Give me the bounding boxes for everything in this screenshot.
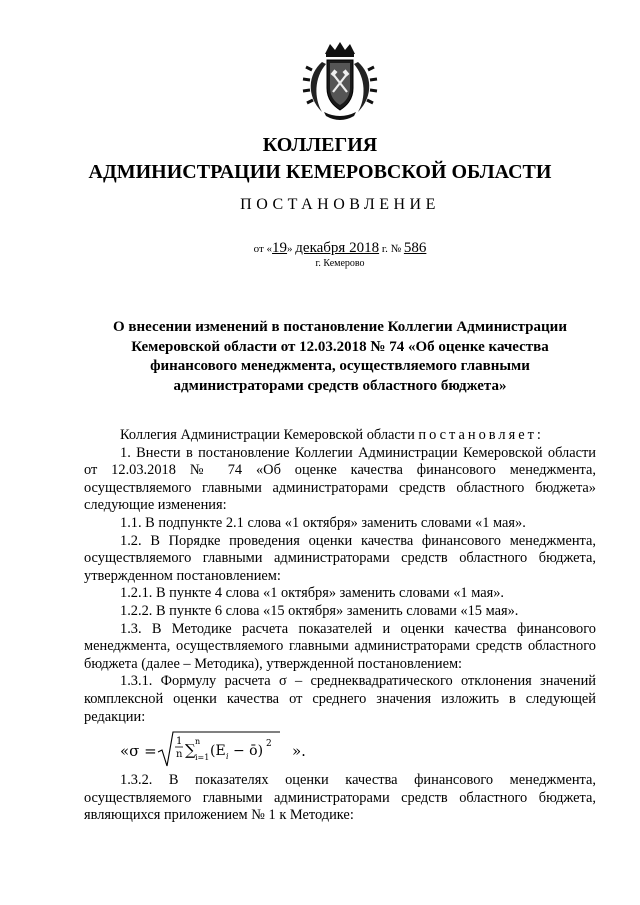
number-prefix: № [390,243,402,255]
date-number-line [0,240,640,257]
svg-text:i: i [226,752,229,762]
svg-text:2: 2 [266,739,272,750]
date-separator: » [287,243,293,255]
paragraph-1: 1. Внести в постановление Коллегии Администрации Кемеровской области от 12.03.2018 № 74 «Об оценке качества финансового менеджмента, осуществляемого главными администраторами средств областного бюджета» следующие изменения: [84,444,596,514]
svg-text:».: ». [292,742,306,761]
org-name-line2: АДМИНИСТРАЦИИ КЕМЕРОВСКОЙ ОБЛАСТИ [88,161,552,183]
svg-text:− ō): − ō) [233,743,264,760]
svg-text:(E: (E [210,743,226,760]
svg-text:∑: ∑ [185,741,196,760]
date-month-year: декабря 2018 [295,240,380,256]
intro-decree-word: постановляет: [418,427,544,443]
paragraph-1-2: 1.2. В Порядке проведения оценки качества финансового менеджмента, осуществляемого главными администраторами средств областного бюджета, утвержденном постановлением: [84,532,596,584]
paragraph-1-2-2: 1.2.2. В пункте 6 слова «15 октября» заменить словами «15 мая». [120,602,519,619]
city: г. Кемерово [315,258,365,269]
svg-text:1: 1 [176,736,183,748]
date-suffix: г. [381,243,388,255]
org-name-line1: КОЛЛЕГИЯ [262,134,378,156]
document-number: 586 [403,240,427,256]
document-body [84,427,596,825]
svg-text:«σ =: «σ = [120,742,157,761]
paragraph-1-2-1: 1.2.1. В пункте 4 слова «1 октября» заменить словами «1 мая». [120,585,505,602]
intro-text: Коллегия Администрации Кемеровской области [120,427,415,443]
paragraph-1-3-1: 1.3.1. Формулу расчета σ – среднеквадратического отклонения значений комплексной оценки качества от среднего значения изложить в следующей редакции: [84,673,596,725]
document-title: О внесении изменений в постановление Коллегии Администрации Кемеровской области от 12.03.2018 № 74 «Об оценке качества финансового менеджмента, осуществляемого главными администраторами средств областного бюджета» [113,319,567,394]
date-prefix: от « [253,243,273,255]
document-type: ПОСТАНОВЛЕНИЕ [240,196,440,213]
svg-text:i=1: i=1 [195,753,210,763]
coat-of-arms-icon [300,40,380,122]
intro-paragraph [84,427,596,445]
svg-text:n: n [176,749,183,761]
paragraph-1-3: 1.3. В Методике расчета показателей и оценки качества финансового менеджмента, осуществляемого главными администраторами средств областного бюджета (далее – Методика), утвержденной постановлением: [84,620,596,672]
svg-text:n: n [195,737,201,747]
date-day: 19 [272,240,288,256]
paragraph-1-1: 1.1. В подпункте 2.1 слова «1 октября» заменить словами «1 мая». [120,514,526,531]
paragraph-1-3-2: 1.3.2. В показателях оценки качества финансового менеджмента, осуществляемого главными администраторами средств областного бюджета, являющихся приложением № 1 к Методике: [84,772,596,824]
sigma-formula [84,730,596,770]
